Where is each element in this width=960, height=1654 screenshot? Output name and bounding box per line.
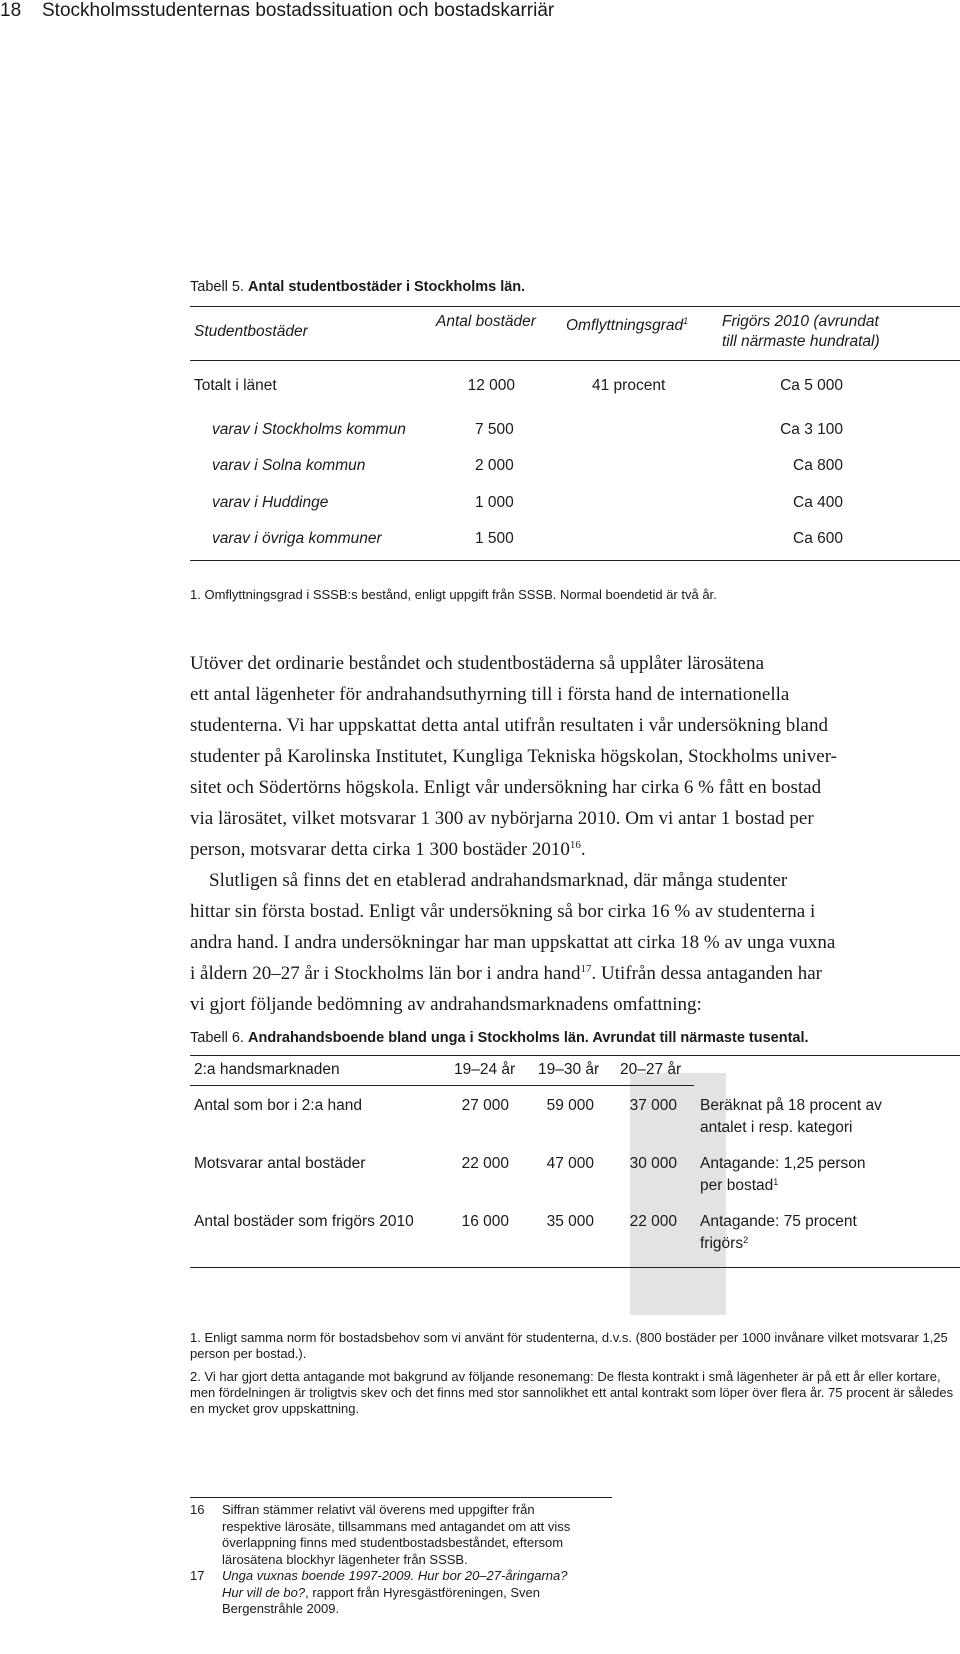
footnote-ref-17[interactable]: 17 (580, 963, 592, 975)
table5-caption-prefix: Tabell 5. (190, 279, 245, 295)
table6-header-rule (190, 1085, 694, 1086)
table5-top-rule (190, 306, 960, 307)
footnote-line: Siffran stämmer relativt väl överens med uppgifter från (222, 1502, 535, 1517)
table6-note (700, 1233, 748, 1255)
footnote-ref-16[interactable]: 16 (569, 839, 581, 851)
body-text (190, 648, 950, 1020)
table6-top-rule (190, 1055, 960, 1056)
table6-note-sup: 1 (773, 1177, 779, 1187)
footnote-line: Bergenstråhle 2009. (222, 1601, 340, 1616)
body-line: andra hand. I andra undersökningar har man uppskattat att cirka 18 % av unga vuxna (190, 932, 836, 953)
footnote-line: överlappning finns med studentbostadsbeståndet, eftersom (222, 1535, 564, 1550)
table6-col-header: 19–30 år (538, 1061, 600, 1078)
table6-cell: 30 000 (629, 1155, 677, 1172)
body-line: studenterna. Vi har uppskattat detta antal utifrån resultaten i vår undersökning bland (190, 715, 828, 736)
table6-row-label: Antal bostäder som frigörs 2010 (194, 1213, 414, 1230)
footnote-17 (190, 1568, 570, 1618)
table5-row-label: varav i Huddinge (212, 494, 329, 511)
table5-footnote: 1. Omflyttningsgrad i SSSB:s bestånd, enligt uppgift från SSSB. Normal boendetid är två år. (190, 587, 717, 602)
table6-footnotes (190, 1330, 960, 1424)
table5-row-antal: 12 000 (467, 377, 515, 394)
table5-bottom-rule (190, 560, 960, 561)
footnote-line: , rapport från Hyresgästföreningen, Sven (305, 1584, 540, 1600)
footnote-number: 17 (190, 1568, 205, 1583)
table5-row-antal: 2 000 (475, 457, 514, 474)
table5-row-frigors: Ca 3 100 (780, 421, 843, 438)
footnote-line: Unga vuxnas boende 1997-2009. Hur bor 20–27-åringarna? (222, 1568, 568, 1583)
body-text-run: person, motsvarar detta cirka 1 300 bostäder 2010 (190, 839, 570, 860)
body-line: studenter på Karolinska Institutet, Kungliga Tekniska högskolan, Stockholms univer- (190, 746, 838, 767)
table6-footnote: 2. Vi har gjort detta antagande mot bakgrund av följande resonemang: De flesta kontrakt i små lägenheter är på ett år eller kortare, men fördelningen är troligtvis skev och det finns med stor sannolikhet ett antal kontrakt som löper över flera år. 75 procent är således en mycket grov uppskattning. (190, 1369, 954, 1416)
body-line: ett antal lägenheter för andrahandsuthyrning till i första hand de internationella (190, 684, 790, 705)
table6-col-header: 2:a handsmarknaden (194, 1061, 340, 1078)
body-line: sitet och Södertörns högskola. Enligt vår undersökning har cirka 6 % fått en bostad (190, 777, 822, 798)
table5-row-omflytt: 41 procent (592, 377, 666, 394)
table5-row-label: varav i Solna kommun (212, 457, 366, 474)
page-footnotes (190, 1502, 570, 1618)
body-line: vi gjort följande bedömning av andrahandsmarknadens omfattning: (190, 994, 702, 1015)
table6-row-label: Antal som bor i 2:a hand (194, 1097, 363, 1114)
table5-row-frigors: Ca 800 (793, 457, 843, 474)
table6-note: Antagande: 75 procent (700, 1213, 857, 1230)
table6-note-text: per bostad (700, 1177, 774, 1194)
body-line (190, 834, 950, 865)
table6-cell: 22 000 (629, 1213, 677, 1230)
table5-row-frigors: Ca 600 (793, 530, 843, 547)
table6-cell: 47 000 (546, 1155, 594, 1172)
footnote-separator (190, 1497, 612, 1498)
table5-row-antal: 1 500 (475, 530, 514, 547)
table6-footnote: 1. Enligt samma norm för bostadsbehov som vi använt för studenterna, d.v.s. (800 bostäder per 1000 invånare vilket motsvarar 1,25 person per bostad.). (190, 1330, 948, 1361)
table5-row-label: varav i Stockholms kommun (212, 421, 406, 438)
body-text-run: i åldern 20–27 år i Stockholms län bor i andra hand (190, 963, 581, 984)
table6-cell: 35 000 (546, 1213, 594, 1230)
table6-bottom-rule (190, 1267, 960, 1268)
table5-col-frigors-l2: till närmaste hundratal) (722, 333, 880, 350)
footnote-number: 16 (190, 1502, 205, 1517)
table5-col-omflyttningsgrad (566, 316, 688, 335)
table6-col-header: 19–24 år (454, 1061, 516, 1078)
body-line: Slutligen så finns det en etablerad andrahandsmarknad, där många studenter (209, 870, 788, 891)
table5-row-frigors: Ca 400 (793, 494, 843, 511)
footnote-line: Hur vill de bo? (222, 1584, 306, 1600)
footnote-line: lärosätena blockhyr lägenheter från SSSB. (222, 1551, 468, 1567)
table5-row-antal: 1 000 (475, 494, 514, 511)
table6-note-sup: 2 (743, 1235, 749, 1245)
table5-caption (190, 279, 525, 295)
table5-header-rule (190, 360, 960, 361)
running-title: Stockholmsstudenternas bostadssituation och bostadskarriär (42, 0, 555, 21)
table5-col-studentbostader: Studentbostäder (194, 323, 308, 340)
table5-caption-title: Antal studentbostäder i Stockholms län. (248, 279, 526, 295)
footnote-line: respektive lärosäte, tillsammans med antagandet om att viss (222, 1518, 571, 1534)
table6-cell: 37 000 (629, 1097, 677, 1114)
table5-row-frigors: Ca 5 000 (780, 377, 843, 394)
table6-cell: 22 000 (461, 1155, 509, 1172)
table6-caption-prefix: Tabell 6. (190, 1030, 245, 1046)
table6-note: antalet i resp. kategori (700, 1119, 853, 1136)
body-line: Utöver det ordinarie beståndet och studentbostäderna så upplåter lärosätena (190, 653, 765, 674)
table6-cell: 16 000 (461, 1213, 509, 1230)
table5-col-omflyttningsgrad-sup: 1 (683, 316, 689, 326)
table6-row-label: Motsvarar antal bostäder (194, 1155, 366, 1172)
table6-cell: 59 000 (546, 1097, 594, 1114)
table5-row-label: Totalt i länet (194, 377, 277, 394)
table5-col-frigors-l1: Frigörs 2010 (avrundat (722, 313, 879, 330)
table6-cell: 27 000 (461, 1097, 509, 1114)
table6-note: Beräknat på 18 procent av (700, 1097, 882, 1114)
body-line (190, 958, 950, 989)
body-text-run: . (580, 839, 586, 860)
footnote-16 (190, 1502, 570, 1568)
table5-col-antal: Antal bostäder (436, 313, 536, 330)
table6-caption-title: Andrahandsboende bland unga i Stockholms län. Avrundat till närmaste tusental. (248, 1030, 809, 1046)
body-text-run: . Utifrån dessa antaganden har (591, 963, 823, 984)
table6-note-text: frigörs (700, 1235, 744, 1252)
body-line: via lärosätet, vilket motsvarar 1 300 av nybörjarna 2010. Om vi antar 1 bostad per (190, 808, 814, 829)
table6-note (700, 1175, 778, 1197)
table5-row-antal: 7 500 (475, 421, 514, 438)
table6-note: Antagande: 1,25 person (700, 1155, 866, 1172)
body-line: hittar sin första bostad. Enligt vår undersökning så bor cirka 16 % av studenterna i (190, 901, 816, 922)
table5-row-label: varav i övriga kommuner (212, 530, 382, 547)
table6-caption (190, 1030, 809, 1046)
page-number: 18 (0, 0, 22, 21)
table6-col-header: 20–27 år (620, 1061, 682, 1078)
table5-col-omflyttningsgrad-label: Omflyttningsgrad (566, 317, 684, 335)
